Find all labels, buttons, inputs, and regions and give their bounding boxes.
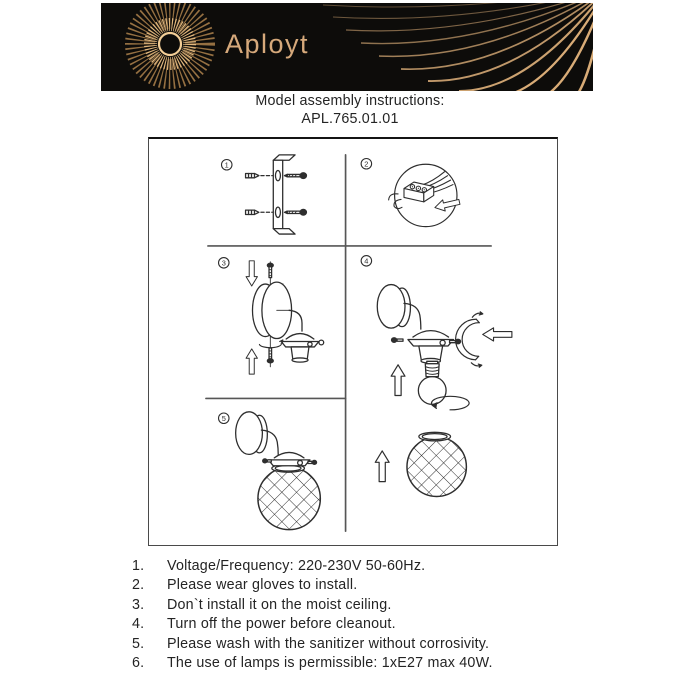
step3-canopy-assembly-drawing — [219, 258, 324, 375]
step1-wall-bracket-drawing — [221, 155, 306, 234]
list-item-text: Voltage/Frequency: 220-230V 50-60Hz. — [167, 558, 426, 574]
up-arrow-icon — [391, 365, 405, 396]
list-item-number: 1. — [132, 558, 145, 574]
list-item — [132, 635, 602, 654]
assembly-diagram — [148, 137, 558, 546]
list-item-text: Don`t install it on the moist ceiling. — [167, 596, 392, 613]
lamp-holder — [281, 334, 323, 363]
brand-banner — [101, 3, 593, 91]
title-block — [0, 93, 700, 128]
list-item-number: 2. — [132, 577, 145, 594]
step5-number: 5 — [221, 414, 226, 424]
up-arrow-icon — [375, 451, 389, 482]
brand-name: Aployt — [225, 29, 310, 59]
step3-number: 3 — [221, 258, 226, 268]
list-item — [132, 576, 602, 595]
down-arrow-icon — [246, 261, 257, 286]
lamp-holder — [263, 452, 317, 465]
assembly-diagram-canvas — [149, 139, 557, 545]
list-item-number: 6. — [132, 655, 145, 672]
list-item-number: 5. — [132, 635, 145, 652]
step2-wiring-drawing — [361, 159, 461, 227]
step2-number: 2 — [364, 159, 369, 169]
rotate-arrow — [431, 396, 469, 409]
list-item — [132, 654, 602, 673]
ray-fan-decoration — [101, 3, 593, 91]
list-item-text: The use of lamps is permissible: 1xE27 max 40W. — [167, 655, 493, 672]
lamp-holder — [408, 331, 454, 364]
instruction-list — [132, 557, 602, 673]
list-item — [132, 557, 602, 576]
list-item-text: Please wash with the sanitizer without corrosivity. — [167, 635, 490, 652]
list-item — [132, 596, 602, 615]
list-item — [132, 615, 602, 634]
up-arrow-icon — [246, 349, 257, 374]
lattice-globe — [407, 437, 466, 496]
model-number: APL.765.01.01 — [301, 110, 399, 127]
sheet-title: Model assembly instructions: — [255, 93, 445, 109]
step4-number: 4 — [364, 256, 369, 266]
step4-socket-bulb-shade-drawing — [361, 256, 512, 497]
left-arrow-icon — [483, 328, 512, 341]
list-item-number: 3. — [132, 596, 145, 613]
step1-number: 1 — [224, 160, 229, 170]
step5-complete-lamp-drawing — [219, 412, 321, 530]
lattice-globe — [258, 467, 320, 529]
list-item-number: 4. — [132, 616, 145, 633]
list-item-text: Please wear gloves to install. — [167, 577, 358, 594]
list-item-text: Turn off the power before cleanout. — [167, 616, 396, 633]
light-bulb — [418, 361, 446, 404]
